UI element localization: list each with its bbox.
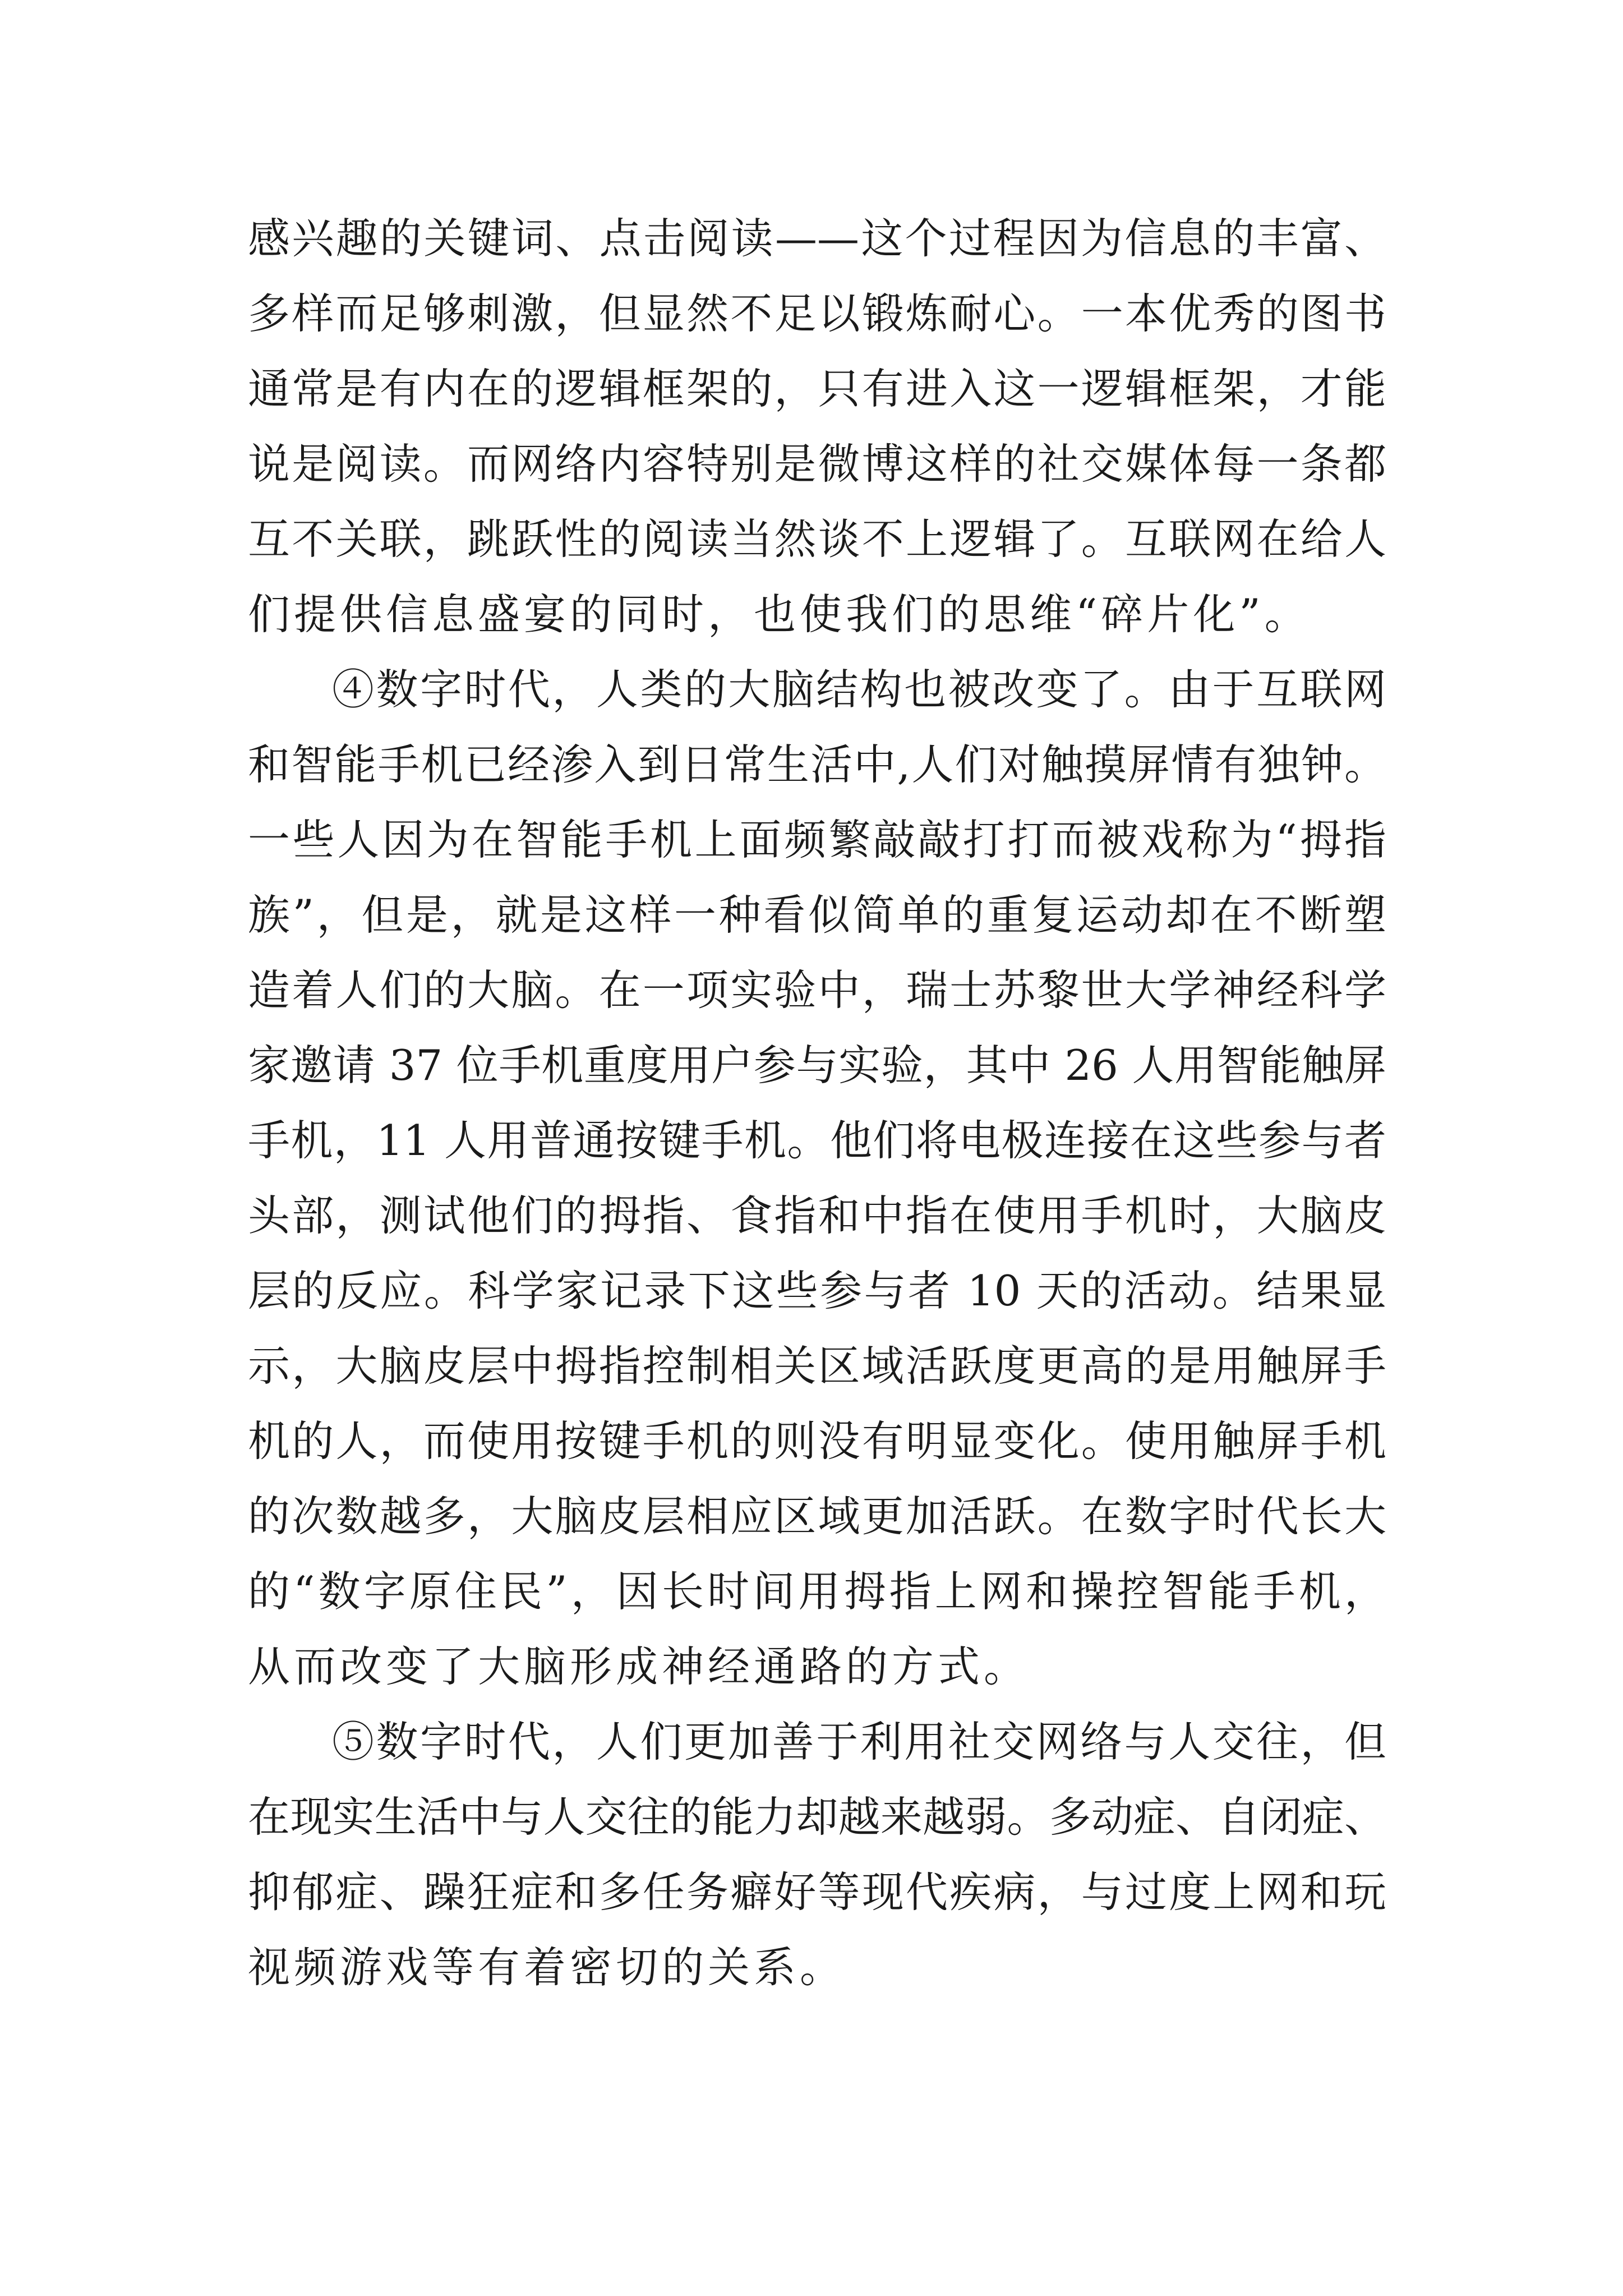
text-line: 手机，11 人用普通按键手机。他们将电极连接在这些参与者	[248, 1116, 1386, 1165]
text-line: 互不关联，跳跃性的阅读当然谈不上逻辑了。互联网在给人	[248, 514, 1386, 564]
text-line: 多样而足够刺激，但显然不足以锻炼耐心。一本优秀的图书	[248, 289, 1386, 338]
text-line: 从而改变了大脑形成神经通路的方式。	[248, 1642, 1030, 1691]
paragraph-first-line: ④数字时代，人类的大脑结构也被改变了。由于互联网	[332, 665, 1386, 714]
text-line: 层的反应。科学家记录下这些参与者 10 天的活动。结果显	[248, 1266, 1386, 1315]
text-line: 头部，测试他们的拇指、食指和中指在使用手机时，大脑皮	[248, 1191, 1386, 1240]
text-line: 的“数字原住民”，因长时间用拇指上网和操控智能手机，	[248, 1567, 1386, 1616]
text-line: 在现实生活中与人交往的能力却越来越弱。多动症、自闭症、	[248, 1792, 1386, 1842]
text-line: 家邀请 37 位手机重度用户参与实验，其中 26 人用智能触屏	[248, 1041, 1386, 1090]
text-line: 通常是有内在的逻辑框架的，只有进入这一逻辑框架，才能	[248, 364, 1386, 413]
text-line: 说是阅读。而网络内容特别是微博这样的社交媒体每一条都	[248, 439, 1386, 489]
text-line: 的次数越多，大脑皮层相应区域更加活跃。在数字时代长大	[248, 1492, 1386, 1541]
text-line: 们提供信息盛宴的同时，也使我们的思维“碎片化”。	[248, 590, 1311, 639]
text-line: 造着人们的大脑。在一项实验中，瑞士苏黎世大学神经科学	[248, 965, 1386, 1015]
text-line: 感兴趣的关键词、点击阅读——这个过程因为信息的丰富、	[248, 214, 1386, 263]
text-line: 抑郁症、躁狂症和多任务癖好等现代疾病，与过度上网和玩	[248, 1867, 1386, 1917]
text-line: 一些人因为在智能手机上面频繁敲敲打打而被戏称为“拇指	[248, 815, 1386, 864]
text-line: 视频游戏等有着密切的关系。	[248, 1943, 846, 1992]
text-line: 示，大脑皮层中拇指控制相关区域活跃度更高的是用触屏手	[248, 1341, 1386, 1391]
text-line: 机的人，而使用按键手机的则没有明显变化。使用触屏手机	[248, 1416, 1386, 1466]
text-line: 族”，但是，就是这样一种看似简单的重复运动却在不断塑	[248, 890, 1386, 940]
paragraph-first-line: ⑤数字时代，人们更加善于利用社交网络与人交往，但	[332, 1717, 1386, 1766]
text-line: 和智能手机已经渗入到日常生活中,人们对触摸屏情有独钟。	[248, 740, 1386, 789]
body-text	[248, 201, 1386, 2005]
